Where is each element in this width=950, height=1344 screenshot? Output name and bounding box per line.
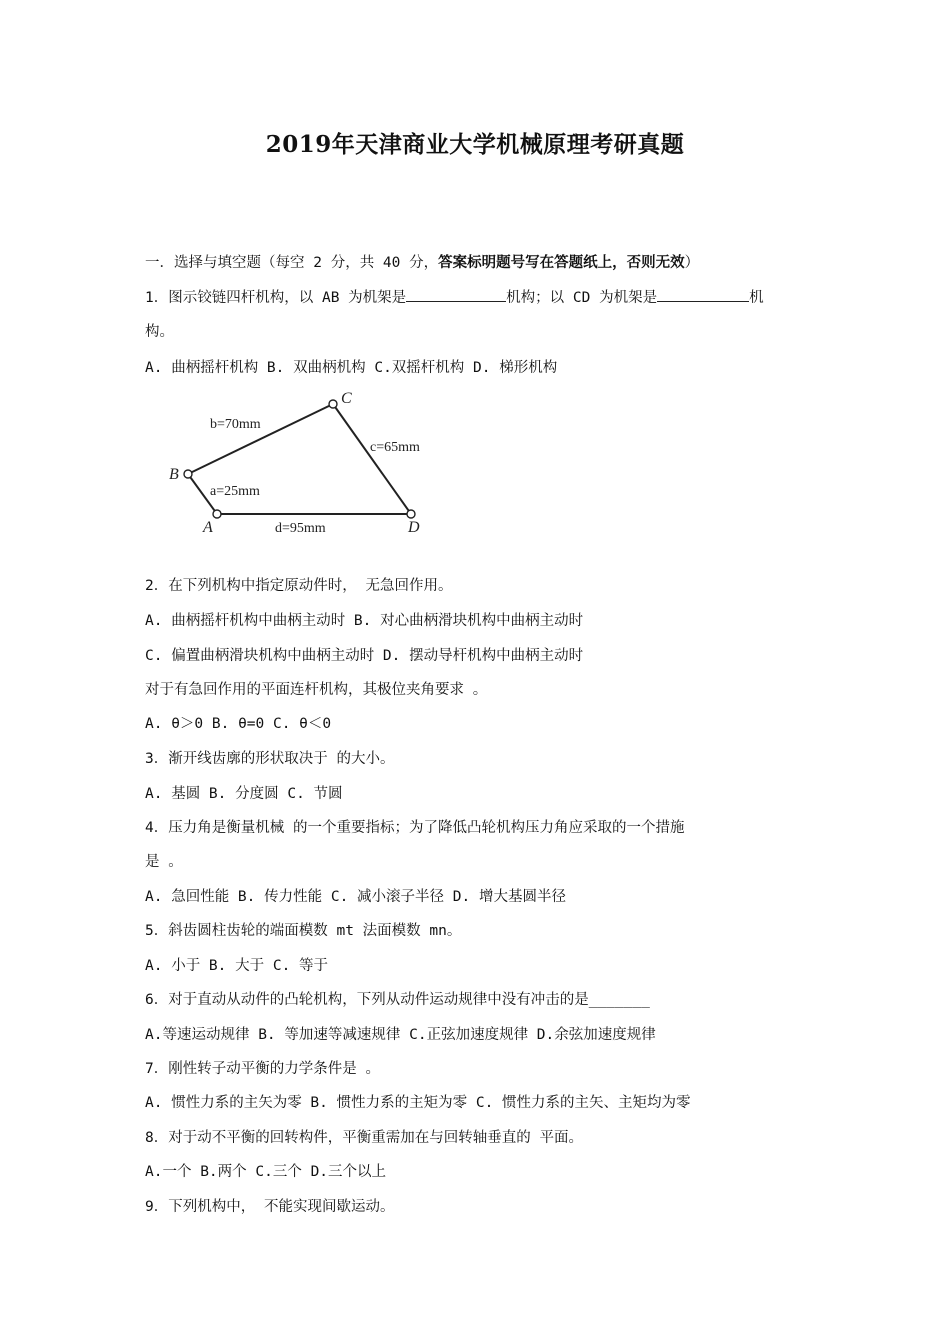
question-9-stem: 9．下列机构中， 不能实现间歇运动。 xyxy=(145,1199,395,1215)
label-link-ad: d=95mm xyxy=(275,521,326,536)
question-4-continuation: 是 。 xyxy=(145,854,183,870)
question-5-options: A. 小于 B. 大于 C. 等于 xyxy=(145,958,329,974)
label-point-d: D xyxy=(408,519,420,536)
linkage-diagram xyxy=(160,383,450,538)
section-heading-suffix: ） xyxy=(684,255,700,271)
document-title: 2019年天津商业大学机械原理考研真题 xyxy=(265,131,685,158)
question-1-options: A. 曲柄摇杆机构 B. 双曲柄机构 C.双摇杆机构 D. 梯形机构 xyxy=(145,360,558,376)
label-link-cd: c=65mm xyxy=(370,440,420,455)
question-4-options: A. 急回性能 B. 传力性能 C. 减小滚子半径 D. 增大基圆半径 xyxy=(145,889,566,905)
joint-c xyxy=(329,400,337,408)
label-point-c: C xyxy=(341,390,352,407)
question-6-stem: 6．对于直动从动件的凸轮机构，下列从动件运动规律中没有冲击的是_______ xyxy=(145,992,650,1008)
link-cd xyxy=(333,404,411,514)
section-heading-prefix: 一．选择与填空题（每空 2 分，共 40 分， xyxy=(145,255,439,271)
section-heading xyxy=(145,253,699,273)
question-2-sub-options: A. θ＞0 B. θ=0 C. θ＜0 xyxy=(145,716,332,732)
joint-d xyxy=(407,510,415,518)
question-5-stem: 5．斜齿圆柱齿轮的端面模数 mt 法面模数 mn。 xyxy=(145,923,462,939)
answer-blank-1 xyxy=(406,287,506,302)
question-1-continuation: 构。 xyxy=(145,324,174,340)
question-6-options: A.等速运动规律 B. 等加速等减速规律 C.正弦加速度规律 D.余弦加速度规律 xyxy=(145,1027,656,1043)
question-7-options: A. 惯性力系的主矢为零 B. 惯性力系的主矩为零 C. 惯性力系的主矢、主矩均为零 xyxy=(145,1095,691,1111)
question-7-stem: 7．刚性转子动平衡的力学条件是 。 xyxy=(145,1061,380,1077)
section-heading-instruction: 答案标明题号写在答题纸上，否则无效 xyxy=(438,255,685,271)
question-2-stem: 2．在下列机构中指定原动件时， 无急回作用。 xyxy=(145,578,453,594)
question-2-options-2: C. 偏置曲柄滑块机构中曲柄主动时 D. 摆动导杆机构中曲柄主动时 xyxy=(145,648,584,664)
question-2-options-1: A. 曲柄摇杆机构中曲柄主动时 B. 对心曲柄滑块机构中曲柄主动时 xyxy=(145,613,584,629)
question-1-text-a: 1．图示铰链四杆机构，以 AB 为机架是 xyxy=(145,290,407,306)
four-bar-linkage-figure xyxy=(160,383,450,538)
label-link-ab: a=25mm xyxy=(210,484,260,499)
answer-blank-2 xyxy=(657,287,749,302)
label-point-a: A xyxy=(203,519,213,536)
joint-b xyxy=(184,470,192,478)
question-1-text-c: 机 xyxy=(749,290,764,306)
link-bc xyxy=(188,404,333,474)
question-2-sub-stem: 对于有急回作用的平面连杆机构，其极位夹角要求 。 xyxy=(145,682,488,698)
question-4-stem: 4．压力角是衡量机械 的一个重要指标；为了降低凸轮机构压力角应采取的一个措施 xyxy=(145,820,685,836)
question-1-stem xyxy=(145,287,764,308)
label-link-bc: b=70mm xyxy=(210,417,261,432)
label-point-b: B xyxy=(169,466,179,483)
question-8-options: A.一个 B.两个 C.三个 D.三个以上 xyxy=(145,1164,387,1180)
question-8-stem: 8．对于动不平衡的回转构件，平衡重需加在与回转轴垂直的 平面。 xyxy=(145,1130,583,1146)
question-3-stem: 3．渐开线齿廓的形状取决于 的大小。 xyxy=(145,751,395,767)
question-1-text-b: 机构；以 CD 为机架是 xyxy=(506,290,658,306)
joint-a xyxy=(213,510,221,518)
question-3-options: A. 基圆 B. 分度圆 C. 节圆 xyxy=(145,786,343,802)
